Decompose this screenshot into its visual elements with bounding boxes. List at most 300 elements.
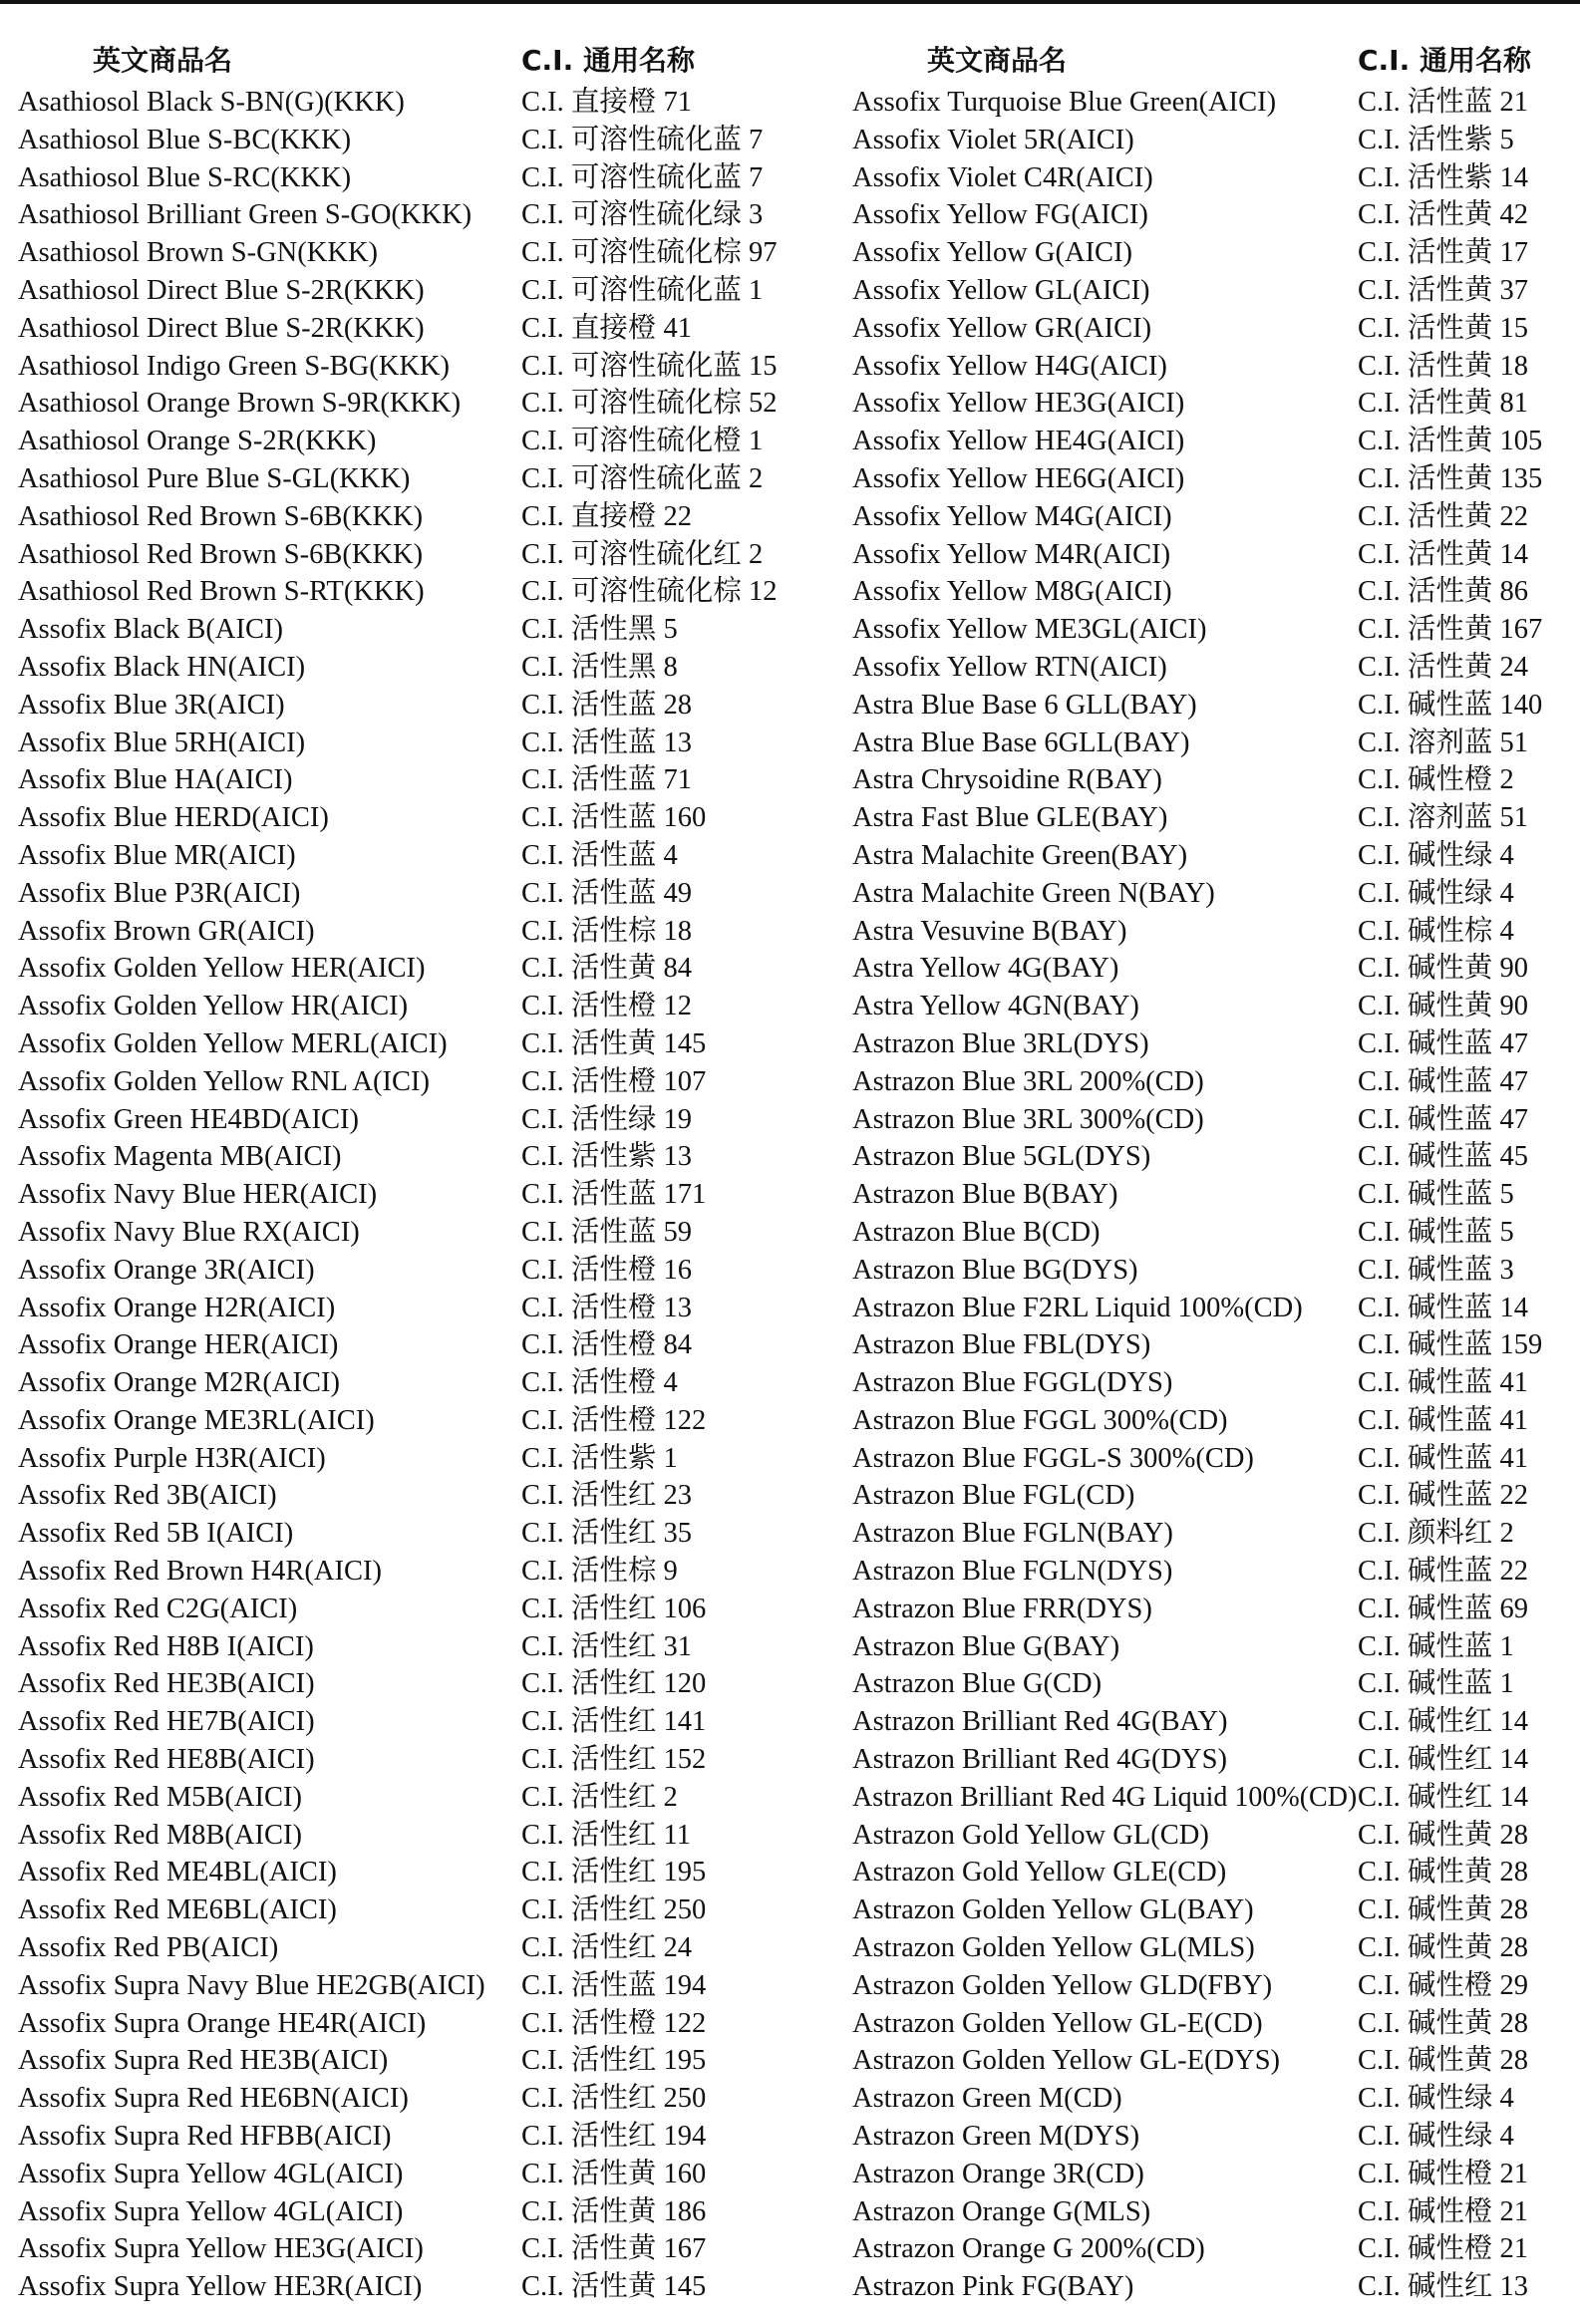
ci-generic-name: C.I. 活性红 31: [521, 1630, 693, 1662]
ci-generic-name: C.I. 直接橙 71: [521, 87, 693, 118]
ci-generic-name: C.I. 碱性黄 28: [1358, 2045, 1529, 2077]
trade-name: Astra Yellow 4GN(BAY): [852, 991, 1139, 1022]
ci-generic-name: C.I. 活性黄 160: [521, 2158, 707, 2189]
ci-generic-name: C.I. 碱性黄 90: [1358, 953, 1529, 985]
ci-generic-name: C.I. 碱性橙 2: [1358, 764, 1514, 796]
table-row: [852, 1703, 1572, 1741]
trade-name: Astrazon Orange 3R(CD): [852, 2158, 1144, 2189]
trade-name: Astrazon Blue 5GL(DYS): [852, 1141, 1151, 1173]
table-row: [18, 837, 793, 875]
table-row: [852, 1779, 1572, 1817]
ci-generic-name: C.I. 活性红 120: [521, 1668, 707, 1700]
ci-generic-name: C.I. 活性红 2: [521, 1781, 678, 1813]
ci-generic-name: C.I. 碱性蓝 159: [1358, 1329, 1543, 1361]
trade-name: Astrazon Golden Yellow GL-E(CD): [852, 2007, 1263, 2039]
table-row: [18, 725, 793, 762]
ci-generic-name: C.I. 活性橙 4: [521, 1367, 678, 1399]
trade-name: Assofix Yellow GL(AICI): [852, 274, 1150, 306]
table-row: [852, 2156, 1572, 2193]
table-row: [852, 1515, 1572, 1553]
ci-generic-name: C.I. 活性红 194: [521, 2121, 707, 2153]
table-row: [18, 1063, 793, 1101]
trade-name: Asathiosol Brown S-GN(KKK): [18, 237, 378, 269]
ci-generic-name: C.I. 碱性红 14: [1358, 1781, 1529, 1813]
table-row: [18, 649, 793, 687]
table-row: [852, 536, 1572, 574]
table-row: [852, 1817, 1572, 1855]
trade-name: Astra Blue Base 6GLL(BAY): [852, 726, 1190, 758]
left-column: [18, 34, 793, 2306]
ci-generic-name: C.I. 活性蓝 160: [521, 802, 707, 834]
table-row: [852, 1741, 1572, 1779]
trade-name: Assofix Supra Yellow 4GL(AICI): [18, 2158, 404, 2189]
ci-generic-name: C.I. 活性黄 167: [1358, 614, 1543, 646]
table-row: [18, 234, 793, 272]
trade-name: Assofix Golden Yellow MERL(AICI): [18, 1027, 448, 1059]
ci-generic-name: C.I. 活性红 195: [521, 1857, 707, 1888]
trade-name: Assofix Red ME4BL(AICI): [18, 1857, 337, 1888]
table-row: [852, 1929, 1572, 1967]
trade-name: Astrazon Gold Yellow GLE(CD): [852, 1857, 1227, 1888]
ci-generic-name: C.I. 活性黄 145: [521, 2271, 707, 2303]
trade-name: Assofix Yellow GR(AICI): [852, 312, 1152, 344]
ci-generic-name: C.I. 碱性蓝 5: [1358, 1179, 1514, 1211]
table-row: [852, 1364, 1572, 1402]
ci-generic-name: C.I. 碱性蓝 45: [1358, 1141, 1529, 1173]
ci-generic-name: C.I. 碱性黄 28: [1358, 1894, 1529, 1926]
ci-generic-name: C.I. 可溶性硫化蓝 2: [521, 462, 764, 494]
table-row: [18, 1553, 793, 1591]
ci-generic-name: C.I. 活性蓝 59: [521, 1216, 693, 1248]
table-row: [852, 234, 1572, 272]
table-row: [18, 1628, 793, 1666]
table-row: [852, 1138, 1572, 1176]
ci-generic-name: C.I. 活性蓝 4: [521, 839, 678, 871]
table-row: [852, 84, 1572, 122]
trade-name: Assofix Black HN(AICI): [18, 651, 306, 683]
ci-generic-name: C.I. 活性红 23: [521, 1480, 693, 1512]
table-row: [18, 196, 793, 234]
trade-name: Assofix Brown GR(AICI): [18, 915, 315, 947]
table-row: [852, 1891, 1572, 1929]
trade-name: Astrazon Brilliant Red 4G Liquid 100%(CD): [852, 1781, 1358, 1813]
trade-name: Assofix Orange M2R(AICI): [18, 1367, 340, 1399]
trade-name: Astrazon Green M(CD): [852, 2083, 1122, 2115]
table-row: [852, 1214, 1572, 1252]
ci-generic-name: C.I. 活性黄 84: [521, 953, 693, 985]
trade-name: Assofix Supra Red HFBB(AICI): [18, 2121, 392, 2153]
ci-generic-name: C.I. 活性黄 37: [1358, 274, 1529, 306]
trade-name: Astrazon Orange G 200%(CD): [852, 2233, 1205, 2265]
trade-name: Assofix Yellow HE3G(AICI): [852, 388, 1185, 420]
ci-generic-name: C.I. 碱性蓝 47: [1358, 1065, 1529, 1097]
table-row: [18, 272, 793, 310]
table-row: [18, 1929, 793, 1967]
table-row: [852, 1326, 1572, 1364]
ci-generic-name: C.I. 碱性红 13: [1358, 2271, 1529, 2303]
trade-name: Assofix Navy Blue HER(AICI): [18, 1179, 378, 1211]
table-row: [18, 687, 793, 725]
trade-name: Astrazon Orange G(MLS): [852, 2195, 1151, 2227]
ci-generic-name: C.I. 活性橙 107: [521, 1065, 707, 1097]
table-row: [852, 950, 1572, 988]
trade-name: Assofix Blue MR(AICI): [18, 839, 296, 871]
ci-generic-name: C.I. 碱性黄 28: [1358, 1819, 1529, 1851]
table-row: [852, 1063, 1572, 1101]
ci-generic-name: C.I. 活性黄 81: [1358, 388, 1529, 420]
left-header-row: [18, 34, 793, 84]
table-row: [852, 2080, 1572, 2118]
trade-name: Assofix Supra Yellow HE3R(AICI): [18, 2271, 423, 2303]
ci-generic-name: C.I. 活性红 11: [521, 1819, 691, 1851]
table-row: [852, 122, 1572, 159]
ci-generic-name: C.I. 活性红 250: [521, 2083, 707, 2115]
table-row: [18, 2005, 793, 2043]
ci-generic-name: C.I. 碱性红 14: [1358, 1706, 1529, 1738]
table-row: [852, 1025, 1572, 1063]
table-row: [18, 573, 793, 611]
table-row: [852, 2118, 1572, 2156]
table-row: [852, 1665, 1572, 1703]
ci-generic-name: C.I. 活性棕 9: [521, 1556, 678, 1588]
trade-name: Assofix Supra Orange HE4R(AICI): [18, 2007, 427, 2039]
ci-generic-name: C.I. 碱性蓝 5: [1358, 1216, 1514, 1248]
ci-generic-name: C.I. 碱性蓝 47: [1358, 1103, 1529, 1135]
table-row: [18, 348, 793, 386]
ci-generic-name: C.I. 可溶性硫化绿 3: [521, 199, 764, 231]
trade-name: Assofix Red ME6BL(AICI): [18, 1894, 337, 1926]
ci-generic-name: C.I. 活性红 195: [521, 2045, 707, 2077]
table-row: [852, 1440, 1572, 1478]
table-row: [852, 573, 1572, 611]
ci-generic-name: C.I. 活性红 152: [521, 1744, 707, 1776]
table-row: [18, 385, 793, 423]
left-rows: [18, 84, 793, 2306]
ci-generic-name: C.I. 碱性蓝 69: [1358, 1593, 1529, 1624]
table-row: [852, 1402, 1572, 1440]
table-row: [18, 1290, 793, 1327]
ci-generic-name: C.I. 碱性绿 4: [1358, 2083, 1514, 2115]
table-row: [852, 837, 1572, 875]
trade-name: Assofix Supra Yellow 4GL(AICI): [18, 2195, 404, 2227]
table-row: [852, 2005, 1572, 2043]
table-row: [18, 460, 793, 498]
ci-generic-name: C.I. 碱性蓝 1: [1358, 1668, 1514, 1700]
trade-name: Assofix Navy Blue RX(AICI): [18, 1216, 360, 1248]
trade-name: Assofix Supra Red HE6BN(AICI): [18, 2083, 409, 2115]
ci-generic-name: C.I. 可溶性硫化棕 97: [521, 237, 778, 269]
trade-name: Astrazon Brilliant Red 4G(DYS): [852, 1744, 1227, 1776]
trade-name: Asathiosol Brilliant Green S-GO(KKK): [18, 199, 473, 231]
table-row: [852, 649, 1572, 687]
table-row: [18, 1515, 793, 1553]
trade-name: Assofix Yellow H4G(AICI): [852, 350, 1167, 382]
trade-name: Asathiosol Black S-BN(G)(KKK): [18, 87, 405, 118]
trade-name: Assofix Violet 5R(AICI): [852, 124, 1134, 155]
trade-name: Astrazon Blue FGGL(DYS): [852, 1367, 1173, 1399]
ci-generic-name: C.I. 碱性蓝 3: [1358, 1254, 1514, 1286]
ci-generic-name: C.I. 碱性橙 21: [1358, 2158, 1529, 2189]
ci-generic-name: C.I. 活性黄 22: [1358, 500, 1529, 532]
trade-name: Astrazon Green M(DYS): [852, 2121, 1140, 2153]
right-header-row: [852, 34, 1572, 84]
ci-generic-name: C.I. 活性橙 84: [521, 1329, 693, 1361]
ci-generic-name: C.I. 碱性橙 21: [1358, 2233, 1529, 2265]
trade-name: Assofix Yellow M8G(AICI): [852, 576, 1172, 608]
table-row: [18, 1025, 793, 1063]
ci-generic-name: C.I. 活性黄 24: [1358, 651, 1529, 683]
ci-generic-name: C.I. 活性橙 13: [521, 1292, 693, 1323]
table-row: [18, 611, 793, 649]
ci-generic-name: C.I. 活性绿 19: [521, 1103, 693, 1135]
trade-name: Assofix Golden Yellow HER(AICI): [18, 953, 426, 985]
trade-name: Assofix Blue P3R(AICI): [18, 877, 301, 909]
table-row: [852, 1553, 1572, 1591]
right-column: [852, 34, 1572, 2306]
trade-name: Assofix Red M5B(AICI): [18, 1781, 302, 1813]
table-row: [852, 1477, 1572, 1515]
table-row: [852, 423, 1572, 460]
trade-name: Astrazon Blue F2RL Liquid 100%(CD): [852, 1292, 1303, 1323]
header-ci-name: C.I. 通用名称: [1358, 44, 1531, 77]
table-row: [852, 2042, 1572, 2080]
table-row: [852, 385, 1572, 423]
table-row: [852, 1252, 1572, 1290]
table-row: [18, 2268, 793, 2306]
ci-generic-name: C.I. 碱性绿 4: [1358, 2121, 1514, 2153]
trade-name: Assofix Yellow M4G(AICI): [852, 500, 1172, 532]
ci-generic-name: C.I. 活性蓝 21: [1358, 87, 1529, 118]
ci-generic-name: C.I. 碱性蓝 1: [1358, 1630, 1514, 1662]
ci-generic-name: C.I. 碱性蓝 22: [1358, 1480, 1529, 1512]
ci-generic-name: C.I. 直接橙 22: [521, 500, 693, 532]
ci-generic-name: C.I. 活性橙 16: [521, 1254, 693, 1286]
table-row: [852, 799, 1572, 837]
ci-generic-name: C.I. 可溶性硫化蓝 1: [521, 274, 764, 306]
trade-name: Astra Chrysoidine R(BAY): [852, 764, 1162, 796]
trade-name: Astra Yellow 4G(BAY): [852, 953, 1119, 985]
trade-name: Astrazon Blue B(CD): [852, 1216, 1101, 1248]
trade-name: Assofix Black B(AICI): [18, 614, 283, 646]
ci-generic-name: C.I. 活性橙 122: [521, 2007, 707, 2039]
ci-generic-name: C.I. 活性棕 18: [521, 915, 693, 947]
right-rows: [852, 84, 1572, 2306]
trade-name: Astrazon Golden Yellow GL-E(DYS): [852, 2045, 1281, 2077]
trade-name: Assofix Orange 3R(AICI): [18, 1254, 315, 1286]
trade-name: Assofix Red Brown H4R(AICI): [18, 1556, 382, 1588]
trade-name: Astrazon Blue FBL(DYS): [852, 1329, 1151, 1361]
table-row: [852, 725, 1572, 762]
table-row: [852, 1628, 1572, 1666]
trade-name: Assofix Blue HERD(AICI): [18, 802, 329, 834]
ci-generic-name: C.I. 活性黄 105: [1358, 426, 1543, 457]
ci-generic-name: C.I. 碱性蓝 41: [1358, 1404, 1529, 1436]
ci-generic-name: C.I. 活性红 141: [521, 1706, 707, 1738]
trade-name: Assofix Supra Red HE3B(AICI): [18, 2045, 389, 2077]
ci-generic-name: C.I. 活性黄 15: [1358, 312, 1529, 344]
trade-name: Astrazon Blue G(CD): [852, 1668, 1103, 1700]
table-row: [852, 761, 1572, 799]
table-row: [18, 2156, 793, 2193]
table-row: [18, 761, 793, 799]
trade-name: Assofix Purple H3R(AICI): [18, 1442, 326, 1474]
table-row: [18, 2080, 793, 2118]
ci-generic-name: C.I. 活性黄 17: [1358, 237, 1529, 269]
table-row: [18, 2193, 793, 2231]
table-row: [852, 611, 1572, 649]
trade-name: Asathiosol Indigo Green S-BG(KKK): [18, 350, 450, 382]
table-row: [18, 1326, 793, 1364]
ci-generic-name: C.I. 活性黑 8: [521, 651, 678, 683]
trade-name: Astrazon Blue 3RL 200%(CD): [852, 1065, 1204, 1097]
ci-generic-name: C.I. 活性橙 122: [521, 1404, 707, 1436]
trade-name: Assofix Green HE4BD(AICI): [18, 1103, 359, 1135]
table-row: [852, 2193, 1572, 2231]
trade-name: Asathiosol Blue S-RC(KKK): [18, 161, 352, 193]
trade-name: Asathiosol Orange S-2R(KKK): [18, 426, 377, 457]
trade-name: Assofix Red 5B I(AICI): [18, 1518, 294, 1550]
ci-generic-name: C.I. 活性黄 186: [521, 2195, 707, 2227]
trade-name: Astra Blue Base 6 GLL(BAY): [852, 689, 1197, 721]
trade-name: Assofix Yellow HE6G(AICI): [852, 462, 1185, 494]
table-row: [18, 498, 793, 536]
table-row: [18, 1252, 793, 1290]
trade-name: Assofix Blue HA(AICI): [18, 764, 293, 796]
ci-generic-name: C.I. 活性红 250: [521, 1894, 707, 1926]
ci-generic-name: C.I. 直接橙 41: [521, 312, 693, 344]
table-row: [18, 423, 793, 460]
ci-generic-name: C.I. 活性红 106: [521, 1593, 707, 1624]
header-trade-name: 英文商品名: [927, 44, 1068, 77]
trade-name: Assofix Yellow G(AICI): [852, 237, 1133, 269]
table-row: [18, 1138, 793, 1176]
trade-name: Assofix Red H8B I(AICI): [18, 1630, 314, 1662]
table-row: [18, 2118, 793, 2156]
trade-name: Assofix Yellow M4R(AICI): [852, 538, 1171, 570]
table-row: [852, 159, 1572, 197]
trade-name: Astrazon Blue FGL(CD): [852, 1480, 1135, 1512]
trade-name: Assofix Golden Yellow RNL A(ICI): [18, 1065, 430, 1097]
table-row: [852, 196, 1572, 234]
table-row: [852, 687, 1572, 725]
trade-name: Assofix Blue 3R(AICI): [18, 689, 285, 721]
trade-name: Astra Malachite Green N(BAY): [852, 877, 1215, 909]
ci-generic-name: C.I. 碱性棕 4: [1358, 915, 1514, 947]
ci-generic-name: C.I. 活性紫 14: [1358, 161, 1529, 193]
ci-generic-name: C.I. 碱性橙 29: [1358, 1969, 1529, 2001]
table-row: [18, 1364, 793, 1402]
trade-name: Astrazon Golden Yellow GL(BAY): [852, 1894, 1254, 1926]
header-trade-name: 英文商品名: [93, 44, 233, 77]
table-row: [18, 913, 793, 951]
table-row: [18, 122, 793, 159]
ci-generic-name: C.I. 可溶性硫化橙 1: [521, 426, 764, 457]
table-row: [852, 875, 1572, 913]
ci-generic-name: C.I. 活性黄 42: [1358, 199, 1529, 231]
table-row: [18, 84, 793, 122]
table-row: [18, 1402, 793, 1440]
trade-name: Assofix Yellow ME3GL(AICI): [852, 614, 1207, 646]
trade-name: Astrazon Blue 3RL 300%(CD): [852, 1103, 1204, 1135]
ci-generic-name: C.I. 碱性黄 28: [1358, 1857, 1529, 1888]
trade-name: Assofix Red 3B(AICI): [18, 1480, 277, 1512]
table-row: [18, 950, 793, 988]
table-row: [852, 1101, 1572, 1139]
ci-generic-name: C.I. 活性蓝 49: [521, 877, 693, 909]
ci-generic-name: C.I. 碱性黄 28: [1358, 1932, 1529, 1964]
ci-generic-name: C.I. 溶剂蓝 51: [1358, 802, 1529, 834]
ci-generic-name: C.I. 可溶性硫化棕 52: [521, 388, 778, 420]
trade-name: Assofix Violet C4R(AICI): [852, 161, 1153, 193]
table-row: [852, 1290, 1572, 1327]
table-row: [18, 1741, 793, 1779]
trade-name: Asathiosol Red Brown S-6B(KKK): [18, 538, 424, 570]
ci-generic-name: C.I. 溶剂蓝 51: [1358, 726, 1529, 758]
trade-name: Asathiosol Blue S-BC(KKK): [18, 124, 352, 155]
ci-generic-name: C.I. 活性黄 135: [1358, 462, 1543, 494]
trade-name: Assofix Red HE3B(AICI): [18, 1668, 315, 1700]
table-row: [18, 1854, 793, 1891]
ci-generic-name: C.I. 可溶性硫化棕 12: [521, 576, 778, 608]
ci-generic-name: C.I. 活性黄 167: [521, 2233, 707, 2265]
table-row: [18, 799, 793, 837]
ci-generic-name: C.I. 颜料红 2: [1358, 1518, 1514, 1550]
ci-generic-name: C.I. 碱性蓝 41: [1358, 1442, 1529, 1474]
trade-name: Assofix Yellow FG(AICI): [852, 199, 1148, 231]
trade-name: Assofix Red HE7B(AICI): [18, 1706, 315, 1738]
trade-name: Assofix Red M8B(AICI): [18, 1819, 302, 1851]
trade-name: Astrazon Blue FRR(DYS): [852, 1593, 1152, 1624]
ci-generic-name: C.I. 碱性蓝 47: [1358, 1027, 1529, 1059]
ci-generic-name: C.I. 可溶性硫化蓝 15: [521, 350, 778, 382]
table-row: [852, 1967, 1572, 2005]
ci-generic-name: C.I. 活性蓝 28: [521, 689, 693, 721]
ci-generic-name: C.I. 活性紫 13: [521, 1141, 693, 1173]
table-row: [852, 913, 1572, 951]
table-row: [852, 1176, 1572, 1214]
trade-name: Astrazon Blue BG(DYS): [852, 1254, 1138, 1286]
trade-name: Assofix Supra Yellow HE3G(AICI): [18, 2233, 424, 2265]
ci-generic-name: C.I. 活性黄 86: [1358, 576, 1529, 608]
header-ci-name: C.I. 通用名称: [521, 44, 695, 77]
trade-name: Astrazon Golden Yellow GL(MLS): [852, 1932, 1255, 1964]
table-row: [852, 1854, 1572, 1891]
ci-generic-name: C.I. 活性黑 5: [521, 614, 678, 646]
ci-generic-name: C.I. 活性红 24: [521, 1932, 693, 1964]
ci-generic-name: C.I. 可溶性硫化蓝 7: [521, 161, 764, 193]
table-row: [18, 875, 793, 913]
ci-generic-name: C.I. 活性黄 18: [1358, 350, 1529, 382]
trade-name: Assofix Orange H2R(AICI): [18, 1292, 336, 1323]
ci-generic-name: C.I. 碱性绿 4: [1358, 877, 1514, 909]
trade-name: Assofix Red C2G(AICI): [18, 1593, 298, 1624]
trade-name: Assofix Yellow RTN(AICI): [852, 651, 1167, 683]
ci-generic-name: C.I. 活性紫 1: [521, 1442, 678, 1474]
trade-name: Assofix Golden Yellow HR(AICI): [18, 991, 409, 1022]
trade-name: Astrazon Blue B(BAY): [852, 1179, 1118, 1211]
table-row: [18, 1591, 793, 1628]
trade-name: Astrazon Blue FGLN(DYS): [852, 1556, 1173, 1588]
ci-generic-name: C.I. 活性蓝 71: [521, 764, 693, 796]
ci-generic-name: C.I. 活性蓝 171: [521, 1179, 707, 1211]
table-row: [18, 1101, 793, 1139]
table-row: [18, 1176, 793, 1214]
table-row: [852, 2268, 1572, 2306]
trade-name: Assofix Red HE8B(AICI): [18, 1744, 315, 1776]
ci-generic-name: C.I. 活性蓝 13: [521, 726, 693, 758]
table-row: [852, 498, 1572, 536]
table-row: [18, 1967, 793, 2005]
